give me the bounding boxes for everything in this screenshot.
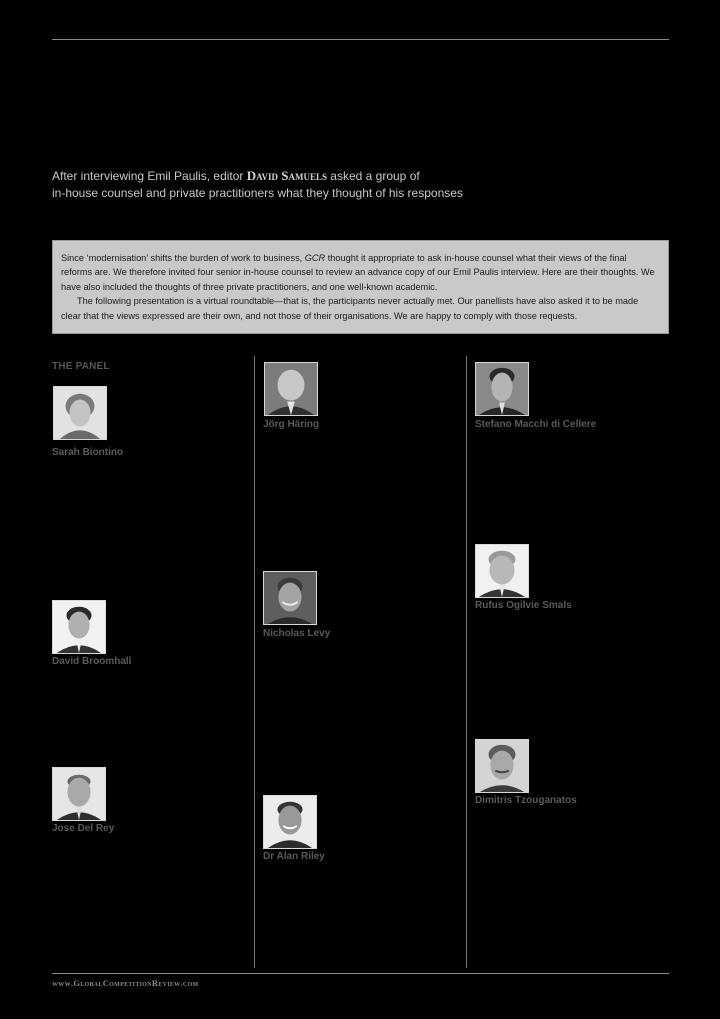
panelist-name: Rufus Ogilvie Smals bbox=[475, 600, 572, 611]
intro-line1-post: asked a group of bbox=[326, 169, 420, 183]
panelist-name: Jörg Häring bbox=[263, 419, 320, 430]
bottom-rule bbox=[52, 973, 669, 974]
column-divider bbox=[254, 356, 255, 968]
panelist-name: Dr Alan Riley bbox=[263, 851, 325, 862]
box-p1-pre: Since ‘modernisation’ shifts the burden of work to business, bbox=[61, 253, 305, 263]
panelist-name: David Broomhall bbox=[52, 656, 132, 667]
intro-text bbox=[52, 167, 612, 202]
intro-box bbox=[52, 240, 669, 334]
portrait-photo bbox=[475, 362, 529, 416]
portrait-photo bbox=[263, 571, 317, 625]
box-p2: The following presentation is a virtual roundtable—that is, the participants never actually met. Our panellists have also asked it to be made clear that the views expressed are their own, and not those of their organisations. We are happy to comply with those requests. bbox=[61, 296, 639, 321]
portrait-photo bbox=[263, 795, 317, 849]
intro-line2: in-house counsel and private practitioners what they thought of his responses bbox=[52, 186, 463, 200]
portrait-photo bbox=[264, 362, 318, 416]
top-rule bbox=[52, 39, 669, 40]
portrait-photo bbox=[52, 600, 106, 654]
column-divider bbox=[466, 356, 467, 968]
box-p1-em: GCR bbox=[304, 253, 326, 263]
box-p1-post: thought it appropriate to ask in-house counsel what their views of the final reforms are. We therefore invited four senior in-house counsel to review an advance copy of our Emil Paulis interview. Here are their thoughts. We have also included the thoughts of three private practitioners, and one well-known academic. bbox=[61, 253, 655, 292]
intro-line1-pre: After interviewing Emil Paulis, editor bbox=[52, 169, 247, 183]
panel-heading: THE PANEL bbox=[52, 361, 110, 372]
portrait-photo bbox=[475, 739, 529, 793]
panelist-name: Stefano Macchi di Cellere bbox=[475, 419, 597, 430]
portrait-photo bbox=[53, 386, 107, 440]
panelist-name: Jose Del Rey bbox=[52, 823, 115, 834]
editor-name: David Samuels bbox=[246, 168, 327, 183]
panelist-name: Dimitris Tzouganatos bbox=[475, 795, 577, 806]
panelist-name: Sarah Biontino bbox=[52, 447, 124, 458]
portrait-photo bbox=[475, 544, 529, 598]
panelist-name: Nicholas Levy bbox=[263, 628, 331, 639]
footer-url[interactable]: www.GlobalCompetitionReview.com bbox=[52, 978, 199, 988]
portrait-photo bbox=[52, 767, 106, 821]
